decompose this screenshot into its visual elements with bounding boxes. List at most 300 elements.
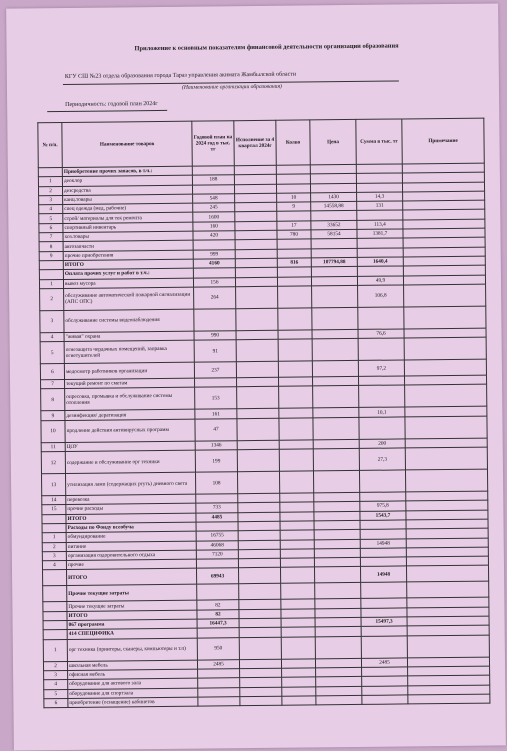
cell-number: 10 <box>41 420 65 442</box>
cell-quantity <box>280 539 314 549</box>
cell-plan: 161 <box>195 409 237 419</box>
cell-sum <box>362 676 408 686</box>
cell-number <box>39 260 63 270</box>
cell-name: оборудование для актового зала <box>68 678 198 689</box>
cell-name: Оплата прочих услуг и работ в т.ч.: <box>63 268 193 279</box>
cell-number <box>42 523 66 533</box>
cell-price <box>314 502 360 512</box>
cell-note <box>405 469 487 492</box>
cell-name: питание <box>66 541 196 552</box>
cell-plan: 237 <box>194 362 236 378</box>
cell-note <box>407 635 489 658</box>
cell-plan <box>194 309 236 331</box>
cell-sum: 113,4 <box>357 220 403 230</box>
cell-plan: 82 <box>197 609 239 619</box>
cell-name: ИТОГО <box>67 610 197 621</box>
cell-note <box>404 337 486 360</box>
cell-execution <box>238 558 280 568</box>
cell-name: дезинфекция/ дератизация <box>65 410 195 421</box>
cell-number: 3 <box>39 195 63 205</box>
cell-name: текущий ремонт по сметам <box>65 378 195 389</box>
organization-name: КГУ СШ №23 отдела образования города Тараз управления акимата Жамбылской области <box>64 71 297 80</box>
cell-sum <box>362 695 408 705</box>
cell-price <box>312 361 358 377</box>
cell-name: обслуживание системы видеонаблюдения <box>64 309 194 332</box>
cell-sum <box>358 307 404 329</box>
cell-plan: 4485 <box>196 512 238 522</box>
cell-price <box>316 677 362 687</box>
cell-execution <box>238 512 280 522</box>
cell-execution <box>240 677 282 687</box>
cell-number <box>39 270 63 280</box>
cell-execution <box>235 230 277 240</box>
cell-quantity <box>276 184 310 194</box>
cell-price <box>314 567 360 583</box>
cell-execution <box>235 249 277 259</box>
cell-number: 13 <box>42 474 66 496</box>
cell-sum <box>360 492 406 502</box>
cell-price <box>314 511 360 521</box>
cell-price <box>311 276 357 286</box>
cell-plan <box>193 240 235 250</box>
cell-quantity <box>281 627 315 637</box>
cell-name: 067 программа <box>67 619 197 630</box>
cell-sum <box>356 164 402 174</box>
cell-name: деоклор <box>62 175 192 186</box>
col-execution: Исполнение за 4 квартал 2024г <box>234 120 276 165</box>
cell-name: обслуживание автоматической пожарной сигнализации (АПС ОПС) <box>64 287 194 310</box>
cell-quantity <box>279 471 313 493</box>
cell-execution <box>237 449 279 471</box>
cell-sum <box>357 266 403 276</box>
cell-plan: 16447,3 <box>197 619 239 629</box>
cell-quantity <box>280 493 314 503</box>
cell-plan: 108 <box>195 472 237 494</box>
cell-number: 5 <box>40 342 64 364</box>
cell-sum: 131 <box>357 201 403 211</box>
cell-price <box>314 539 360 549</box>
cell-sum <box>361 626 407 636</box>
cell-name: прочие приобретения <box>63 250 193 261</box>
cell-plan: 1346 <box>195 440 237 450</box>
cell-plan: 46068 <box>196 540 238 550</box>
cell-plan: 47 <box>195 418 237 440</box>
cell-number <box>43 611 67 621</box>
cell-price: 14558,88 <box>311 202 357 212</box>
table-body <box>38 163 490 708</box>
cell-number: 7 <box>39 233 63 243</box>
cell-name: приобретение (оснащение) кабинетов <box>68 697 198 708</box>
cell-quantity <box>277 249 311 259</box>
cell-execution <box>234 165 276 175</box>
cell-execution <box>237 387 279 409</box>
cell-execution <box>238 493 280 503</box>
cell-sum <box>357 210 403 220</box>
cell-sum: 15497,3 <box>361 617 407 627</box>
cell-name: продление действия антивирусных программ <box>65 419 195 442</box>
cell-number <box>43 586 67 602</box>
cell-name: 414 СПЕЦИФИКА <box>67 628 197 639</box>
cell-sum <box>361 598 407 608</box>
cell-price <box>315 636 361 658</box>
period-label: Периодичность: годовой план 2024г <box>65 101 158 108</box>
cell-quantity: 816 <box>277 258 311 268</box>
col-note: Примечание <box>402 118 484 164</box>
cell-plan <box>196 559 238 569</box>
cell-note <box>406 565 488 582</box>
cell-number: 6 <box>39 223 63 233</box>
cell-number: 12 <box>41 452 65 474</box>
cell-quantity <box>279 386 313 408</box>
cell-note <box>405 416 487 439</box>
cell-quantity <box>282 696 316 706</box>
cell-name: опресовка, промывка и обслуживание системы отопления <box>65 388 195 411</box>
cell-price: 1430 <box>311 192 357 202</box>
cell-execution <box>238 540 280 550</box>
cell-name: перевозка <box>66 494 196 505</box>
cell-execution <box>234 184 276 194</box>
cell-sum <box>362 667 408 677</box>
cell-number: 8 <box>41 389 65 411</box>
cell-number: 3 <box>42 551 66 561</box>
cell-quantity <box>278 286 312 308</box>
cell-execution <box>237 471 279 493</box>
cell-price <box>315 627 361 637</box>
cell-quantity: 780 <box>277 230 311 240</box>
cell-plan <box>198 678 240 688</box>
cell-sum <box>362 685 408 695</box>
organization-caption: (Наименование организации образования) <box>181 83 282 91</box>
cell-execution <box>238 521 280 531</box>
cell-name: оборудование для спортзала <box>68 688 198 699</box>
cell-plan: 1600 <box>193 212 235 222</box>
cell-number: 11 <box>41 442 65 452</box>
cell-price <box>313 408 359 418</box>
cell-price <box>312 329 358 339</box>
cell-sum <box>357 248 403 258</box>
cell-number: 1 <box>43 639 67 661</box>
cell-execution <box>235 268 277 278</box>
cell-execution <box>239 600 281 610</box>
cell-execution <box>236 286 278 308</box>
cell-note <box>404 284 486 307</box>
cell-name: вывоз мусора <box>63 278 193 289</box>
cell-execution <box>239 609 281 619</box>
cell-plan: 156 <box>193 277 235 287</box>
cell-execution <box>239 628 281 638</box>
cell-plan: 420 <box>193 231 235 241</box>
cell-name: утилизация ламп (содержащих ртуть) дневного света <box>66 472 196 495</box>
cell-sum <box>359 470 405 492</box>
cell-execution <box>239 584 281 600</box>
cell-plan: 2485 <box>197 659 239 669</box>
cell-name: прочие <box>66 559 196 570</box>
cell-number: 2 <box>40 288 64 310</box>
cell-quantity <box>279 440 313 450</box>
cell-number: 2 <box>43 661 67 671</box>
cell-sum <box>361 636 407 658</box>
period-underline <box>47 110 167 112</box>
document-page <box>6 3 506 750</box>
cell-execution <box>235 193 277 203</box>
cell-note <box>408 694 490 704</box>
col-name: Наименование товаров <box>62 121 192 167</box>
cell-sum <box>360 529 406 539</box>
cell-price <box>314 520 360 530</box>
cell-execution <box>237 409 279 419</box>
cell-plan <box>196 522 238 532</box>
cell-quantity <box>281 659 315 669</box>
cell-price <box>311 267 357 277</box>
cell-quantity <box>279 408 313 418</box>
cell-number: 4 <box>44 680 68 690</box>
cell-number <box>43 602 67 612</box>
cell-plan: 91 <box>194 340 236 362</box>
cell-name: медосмотр работников организации <box>64 362 194 379</box>
cell-execution <box>238 549 280 559</box>
cell-quantity <box>280 567 314 583</box>
cell-number: 3 <box>44 670 68 680</box>
cell-quantity <box>278 308 312 330</box>
cell-execution <box>236 330 278 340</box>
cell-name: Прочие текущие затраты <box>67 601 197 612</box>
cell-number: 4 <box>39 205 63 215</box>
col-sum: Сумма в тыс. тг <box>356 119 402 164</box>
cell-quantity <box>280 512 314 522</box>
finance-table <box>37 118 490 709</box>
cell-execution <box>235 258 277 268</box>
cell-price <box>311 248 357 258</box>
cell-quantity <box>277 267 311 277</box>
cell-execution <box>234 175 276 185</box>
cell-price <box>314 548 360 558</box>
cell-quantity <box>281 637 315 659</box>
document-title: Приложение к основным показателям финансовой деятельности организации образования <box>134 42 399 53</box>
cell-number: 7 <box>41 380 65 390</box>
cell-sum <box>360 520 406 530</box>
cell-name: хоз.товары <box>63 231 193 242</box>
cell-price <box>315 599 361 609</box>
cell-number: 6 <box>40 364 64 380</box>
cell-plan <box>198 696 240 706</box>
cell-name: автозапчасти <box>63 241 193 252</box>
cell-quantity <box>280 521 314 531</box>
cell-price <box>315 608 361 618</box>
cell-execution <box>235 212 277 222</box>
cell-number: 4 <box>42 561 66 571</box>
cell-name: спортивный инвентарь <box>63 222 193 233</box>
cell-sum: 97,2 <box>358 360 404 376</box>
cell-sum: 1543,7 <box>360 511 406 521</box>
table-header-row <box>38 118 484 168</box>
cell-sum <box>359 376 405 386</box>
cell-execution <box>236 361 278 377</box>
cell-price: 33652 <box>311 220 357 230</box>
cell-quantity <box>280 502 314 512</box>
cell-plan: 245 <box>193 203 235 213</box>
cell-price <box>313 377 359 387</box>
cell-sum: 10,1 <box>359 407 405 417</box>
cell-plan: 188 <box>192 175 234 185</box>
cell-execution <box>238 503 280 513</box>
col-price: Цена <box>310 119 356 164</box>
cell-sum: 27,3 <box>359 448 405 470</box>
cell-quantity: 9 <box>277 202 311 212</box>
cell-quantity <box>276 174 310 184</box>
cell-execution <box>236 339 278 361</box>
cell-execution <box>237 377 279 387</box>
cell-sum: 2485 <box>361 658 407 668</box>
cell-number: 3 <box>40 310 64 332</box>
cell-quantity <box>276 165 310 175</box>
cell-number <box>38 168 62 178</box>
cell-sum: 49,9 <box>357 276 403 286</box>
cell-price <box>313 417 359 439</box>
cell-price <box>313 386 359 408</box>
cell-execution <box>239 659 281 669</box>
cell-price <box>313 470 359 492</box>
cell-name: ЦОУ <box>65 441 195 452</box>
cell-plan <box>198 687 240 697</box>
cell-sum <box>357 238 403 248</box>
cell-quantity <box>277 211 311 221</box>
cell-number <box>43 621 67 631</box>
cell-price <box>316 695 362 705</box>
cell-price <box>314 558 360 568</box>
cell-name: Приобретение прочих запасов, в т.ч.: <box>62 166 192 177</box>
cell-plan: 999 <box>193 249 235 259</box>
cell-execution <box>238 530 280 540</box>
cell-execution <box>239 618 281 628</box>
cell-plan <box>192 166 234 176</box>
cell-price: 107794,88 <box>311 257 357 267</box>
cell-name: дезсредства <box>62 185 192 196</box>
cell-plan: 199 <box>195 450 237 472</box>
cell-plan: 69943 <box>197 568 239 584</box>
cell-name: организация оздоровительного отдыха <box>66 550 196 561</box>
cell-note <box>405 385 487 408</box>
cell-plan: 16755 <box>196 531 238 541</box>
cell-plan <box>197 628 239 638</box>
cell-quantity: 17 <box>277 221 311 231</box>
cell-name: канц.товары <box>63 194 193 205</box>
cell-price <box>313 439 359 449</box>
cell-quantity <box>279 418 313 440</box>
cell-sum <box>361 608 407 618</box>
cell-execution <box>239 637 281 659</box>
cell-number: 8 <box>39 242 63 252</box>
cell-execution <box>240 696 282 706</box>
cell-number: 6 <box>44 698 68 708</box>
cell-execution <box>240 668 282 678</box>
cell-sum <box>358 338 404 360</box>
cell-name: "живая" охрана <box>64 331 194 342</box>
cell-number: 9 <box>39 251 63 261</box>
col-plan: Годовой план на 2024 год в тыс. тг <box>192 121 234 166</box>
cell-number: 15 <box>42 505 66 515</box>
cell-price <box>314 530 360 540</box>
cell-note <box>407 581 489 598</box>
cell-sum: 200 <box>359 439 405 449</box>
cell-name: орг техника (принтеры, сканеры, компьютеры и т.п) <box>67 638 197 661</box>
cell-plan <box>197 584 239 600</box>
cell-name: ИТОГО <box>67 569 197 586</box>
cell-execution <box>237 440 279 450</box>
cell-name: ИТОГО <box>63 259 193 270</box>
cell-quantity <box>282 668 316 678</box>
cell-plan <box>192 184 234 194</box>
cell-price <box>316 667 362 677</box>
cell-note <box>404 306 486 329</box>
cell-number: 1 <box>42 533 66 543</box>
cell-number: 14 <box>42 496 66 506</box>
cell-number: 5 <box>44 689 68 699</box>
cell-sum: 14,3 <box>357 192 403 202</box>
cell-execution <box>240 687 282 697</box>
cell-sum: 1381,7 <box>357 229 403 239</box>
cell-name: Прочие текущие затраты <box>67 585 197 602</box>
cell-plan: 548 <box>193 194 235 204</box>
cell-sum: 14948 <box>360 538 406 548</box>
cell-plan: 264 <box>194 287 236 309</box>
cell-price <box>313 448 359 470</box>
cell-quantity <box>281 583 315 599</box>
cell-quantity <box>282 677 316 687</box>
cell-sum <box>356 173 402 183</box>
cell-quantity <box>278 330 312 340</box>
cell-plan: 153 <box>195 387 237 409</box>
cell-price <box>312 307 358 329</box>
cell-sum: 14948 <box>360 566 406 582</box>
cell-quantity <box>280 549 314 559</box>
cell-number: 1 <box>38 177 62 187</box>
cell-number <box>42 514 66 524</box>
cell-execution <box>235 277 277 287</box>
cell-price <box>312 339 358 361</box>
cell-plan: 82 <box>197 600 239 610</box>
cell-quantity <box>281 599 315 609</box>
cell-execution <box>236 308 278 330</box>
cell-plan <box>198 669 240 679</box>
cell-price <box>311 239 357 249</box>
cell-note <box>405 447 487 470</box>
cell-number <box>43 570 67 586</box>
cell-note <box>404 359 486 376</box>
cell-quantity <box>281 609 315 619</box>
col-quantity: Колво <box>276 120 310 165</box>
cell-plan: 950 <box>197 637 239 659</box>
cell-sum: 1640,4 <box>357 257 403 267</box>
cell-sum: 106,8 <box>358 285 404 307</box>
cell-name: обмундирование <box>66 531 196 542</box>
cell-name: ИТОГО <box>66 513 196 524</box>
cell-quantity <box>281 618 315 628</box>
cell-price <box>310 183 356 193</box>
cell-price <box>316 686 362 696</box>
cell-sum <box>360 548 406 558</box>
cell-sum <box>361 582 407 598</box>
cell-price <box>311 211 357 221</box>
cell-execution <box>237 418 279 440</box>
cell-number: 2 <box>42 542 66 552</box>
cell-plan: 4160 <box>193 259 235 269</box>
cell-price <box>310 164 356 174</box>
cell-price <box>312 285 358 307</box>
cell-name: Расходы по Фонду всеобуча <box>66 522 196 533</box>
cell-price <box>315 583 361 599</box>
cell-sum <box>356 183 402 193</box>
cell-number: 4 <box>40 332 64 342</box>
